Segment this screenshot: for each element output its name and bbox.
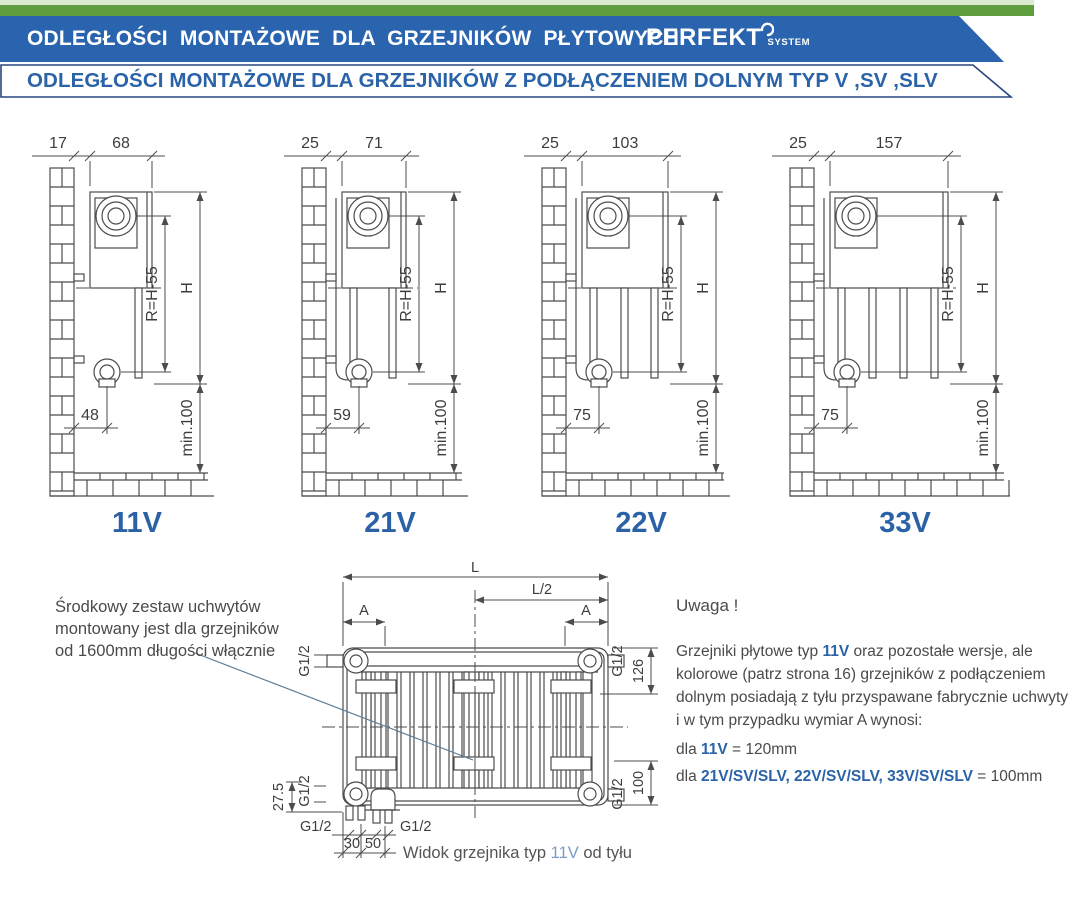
dim-min100-label: min.100 [695, 399, 712, 457]
dim-g12-bl: G1/2 [297, 775, 313, 807]
dim-min100-label: min.100 [179, 399, 196, 457]
wall [50, 168, 74, 496]
warning-dim-other: dla 21V/SV/SLV, 22V/SV/SLV, 33V/SV/SLV = 100mm [676, 768, 1043, 785]
radiator-type-label: 11V [112, 507, 162, 539]
dim-r-label: R=H-55 [660, 266, 677, 322]
dim-r-label: R=H-55 [398, 266, 415, 322]
brand-name: PERFEKT [646, 24, 762, 51]
dim-floor-clearance [695, 384, 720, 473]
dim-L: L [470, 560, 480, 576]
dim-g12-tr: G1/2 [610, 645, 626, 677]
dim-r-label: R=H-55 [144, 266, 161, 322]
dim-depth: 68 [112, 135, 130, 152]
dim-wall-gap: 25 [301, 135, 319, 152]
dim-pipe-offset-label: 48 [81, 407, 99, 424]
dim-126: 126 [631, 658, 647, 684]
page-subtitle: ODLEGŁOŚCI MONTAŻOWE DLA GRZEJNIKÓW Z PODŁĄCZENIEM DOLNYM TYP V ,SV ,SLV [27, 69, 938, 92]
dim-A-left: A [359, 603, 369, 619]
page-title: ODLEGŁOŚCI MONTAŻOWE DLA GRZEJNIKÓW PŁYTOWYCH [27, 27, 680, 50]
dim-g12-bottom-right: G1/2 [400, 819, 432, 835]
warning-dim-11v: dla 11V = 120mm [676, 741, 798, 758]
dim-floor-clearance [433, 384, 458, 473]
dim-pipe-offset-label: 75 [573, 407, 591, 424]
dim-depth: 103 [611, 135, 639, 152]
dim-depth: 157 [875, 135, 903, 152]
dim-h-label: H [695, 282, 712, 294]
dim-min100-label: min.100 [975, 399, 992, 457]
dim-floor-clearance [179, 384, 204, 473]
radiator-type-label: 33V [879, 507, 931, 539]
note-warning [676, 596, 1068, 786]
dim-height [950, 192, 1003, 384]
brand-subname: SYSTEM [767, 37, 811, 48]
brand-logo [646, 24, 810, 52]
dim-height [408, 192, 461, 384]
dim-height [154, 192, 207, 384]
floor [542, 473, 730, 496]
dim-min100-label: min.100 [433, 399, 450, 457]
dim-wall-gap: 17 [49, 135, 67, 152]
dim-h-label: H [433, 282, 450, 294]
dim-pipe-offset [64, 386, 118, 434]
note-center-brackets: Środkowy zestaw uchwytów montowany jest dla grzejników od 1600mm długości włącznie [55, 598, 279, 660]
radiator-type-label: 21V [364, 507, 416, 539]
dim-L2: L/2 [531, 582, 553, 598]
warning-title: Uwaga ! [676, 596, 739, 615]
dim-top [284, 135, 419, 188]
dim-depth: 71 [365, 135, 383, 152]
radiator-body [814, 192, 960, 387]
dim-275: 27.5 [271, 782, 287, 812]
wall [790, 168, 814, 496]
radiator-side-diagram-11V [20, 128, 270, 540]
radiator-side-diagram-22V [512, 128, 762, 540]
wall [302, 168, 326, 496]
top-strip-green [0, 5, 1034, 16]
dim-g12-bottom-left: G1/2 [300, 819, 332, 835]
warning-paragraph: Grzejniki płytowe typ 11V oraz pozostałe wersje, ale kolorowe (patrz strona 16) grzejników z podłączeniem dolnym posiadają z tyłu przyspawane fabrycznie uchwyty i w tym przypadku wymiar A wynosi: [676, 643, 1068, 729]
floor [790, 473, 1010, 496]
dim-wall-gap: 25 [789, 135, 807, 152]
dim-top [524, 135, 681, 188]
dim-g12-br: G1/2 [610, 778, 626, 810]
radiator-side-diagram-33V [760, 128, 1010, 540]
dim-floor-clearance [975, 384, 1000, 473]
dim-50: 50 [364, 836, 382, 852]
dim-top [32, 135, 165, 188]
dim-top [772, 135, 961, 188]
dim-pipe-offset [804, 386, 858, 434]
radiator-type-label: 22V [615, 507, 667, 539]
dim-height [670, 192, 723, 384]
brand-swirl-icon [759, 19, 774, 43]
dim-pipe-offset [316, 386, 370, 434]
dim-h-label: H [975, 282, 992, 294]
dim-A-right: A [581, 603, 591, 619]
dim-wall-gap: 25 [541, 135, 559, 152]
dim-30: 30 [343, 836, 361, 852]
dim-g12-tl: G1/2 [297, 645, 313, 677]
dim-pipe-offset-label: 59 [333, 407, 351, 424]
dim-100: 100 [631, 770, 647, 796]
leader-line [193, 650, 483, 770]
dim-pipe-offset-label: 75 [821, 407, 839, 424]
rear-view-caption: Widok grzejnika typ 11V od tyłu [403, 844, 632, 862]
radiator-side-diagram-21V [272, 128, 522, 540]
dim-r-label: R=H-55 [940, 266, 957, 322]
dim-h-label: H [179, 282, 196, 294]
dim-pipe-offset [556, 386, 610, 434]
floor [302, 473, 468, 496]
dim-right [600, 645, 658, 809]
wall [542, 168, 566, 496]
